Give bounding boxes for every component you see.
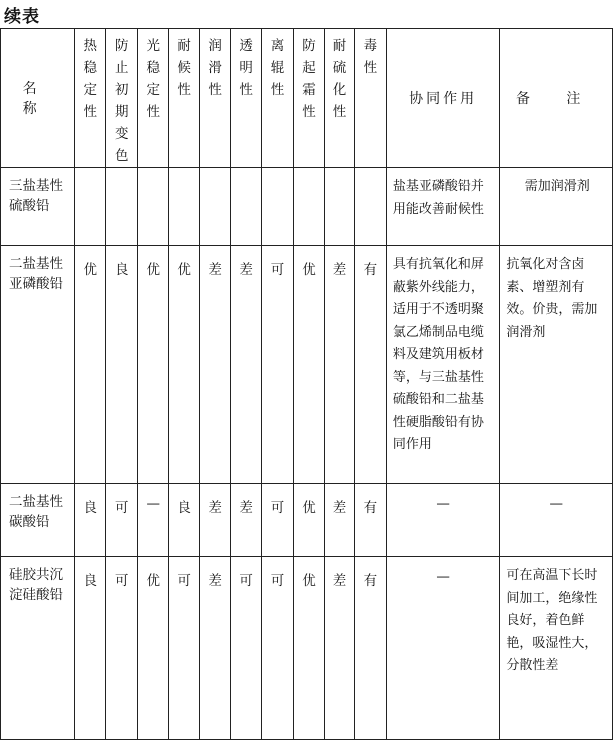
cell-value: 优 [294, 246, 325, 484]
cell-value: 可 [169, 557, 200, 740]
header-early-color: 防止初期变色 [106, 29, 138, 168]
remark-cell: — [500, 484, 613, 557]
cell-value: 可 [262, 484, 294, 557]
synergy-cell: — [386, 557, 500, 740]
header-name: 名 称 [1, 29, 75, 168]
cell-value [324, 168, 354, 246]
header-transparent: 透明性 [231, 29, 262, 168]
cell-value: 优 [294, 557, 325, 740]
cell-value: 差 [200, 246, 231, 484]
cell-value: 优 [294, 484, 325, 557]
cell-value: 良 [75, 484, 106, 557]
cell-value: 差 [231, 484, 262, 557]
cell-value: 差 [200, 557, 231, 740]
header-sulfide: 耐硫化性 [324, 29, 354, 168]
cell-value: — [138, 484, 169, 557]
cell-value: 优 [138, 557, 169, 740]
header-light: 光稳定性 [138, 29, 169, 168]
cell-value [138, 168, 169, 246]
table-row [1, 557, 613, 740]
cell-value [169, 168, 200, 246]
row-name: 三盐基性硫酸铅 [1, 168, 75, 246]
cell-value: 有 [354, 484, 386, 557]
cell-value: 可 [231, 557, 262, 740]
cell-value: 差 [324, 557, 354, 740]
cell-value: 可 [262, 557, 294, 740]
cell-value: 差 [324, 484, 354, 557]
header-release: 离辊性 [262, 29, 294, 168]
header-frost: 防起霜性 [294, 29, 325, 168]
cell-value: 优 [75, 246, 106, 484]
header-row [1, 29, 613, 168]
header-toxic: 毒性 [354, 29, 386, 168]
cell-value: 有 [354, 557, 386, 740]
cell-value [106, 168, 138, 246]
table-row [1, 484, 613, 557]
table-row [1, 168, 613, 246]
cell-value: 差 [324, 246, 354, 484]
cell-value [294, 168, 325, 246]
cell-value [354, 168, 386, 246]
cell-value [262, 168, 294, 246]
header-synergy: 协同作用 [386, 29, 500, 168]
cell-value [231, 168, 262, 246]
synergy-cell: 盐基亚磷酸铅并用能改善耐候性 [386, 168, 500, 246]
cell-value: 良 [75, 557, 106, 740]
row-name: 二盐基性碳酸铅 [1, 484, 75, 557]
table-caption: 续表 [4, 7, 40, 27]
header-weather: 耐候性 [169, 29, 200, 168]
cell-value: 优 [138, 246, 169, 484]
synergy-cell: — [386, 484, 500, 557]
header-heat: 热稳定性 [75, 29, 106, 168]
row-name: 二盐基性亚磷酸铅 [1, 246, 75, 484]
cell-value: 差 [200, 484, 231, 557]
cell-value: 差 [231, 246, 262, 484]
cell-value [200, 168, 231, 246]
cell-value: 优 [169, 246, 200, 484]
synergy-cell: 具有抗氧化和屏蔽紫外线能力，适用于不透明聚氯乙烯制品电缆料及建筑用板材等，与三盐基性硫酸铅和二盐基性硬脂酸铅有协同作用 [386, 246, 500, 484]
remark-cell: 可在高温下长时间加工，绝缘性良好，着色鲜艳，吸湿性大，分散性差 [500, 557, 613, 740]
table-row [1, 246, 613, 484]
header-lube: 润滑性 [200, 29, 231, 168]
cell-value: 可 [262, 246, 294, 484]
cell-value: 有 [354, 246, 386, 484]
remark-cell: 需加润滑剂 [500, 168, 613, 246]
cell-value: 良 [106, 246, 138, 484]
cell-value: 可 [106, 484, 138, 557]
stabilizer-table [0, 28, 613, 740]
remark-cell: 抗氧化对含卤素、增塑剂有效。价贵，需加润滑剂 [500, 246, 613, 484]
header-remark: 备 注 [500, 29, 613, 168]
cell-value: 可 [106, 557, 138, 740]
cell-value [75, 168, 106, 246]
cell-value: 良 [169, 484, 200, 557]
row-name: 硅胶共沉淀硅酸铅 [1, 557, 75, 740]
